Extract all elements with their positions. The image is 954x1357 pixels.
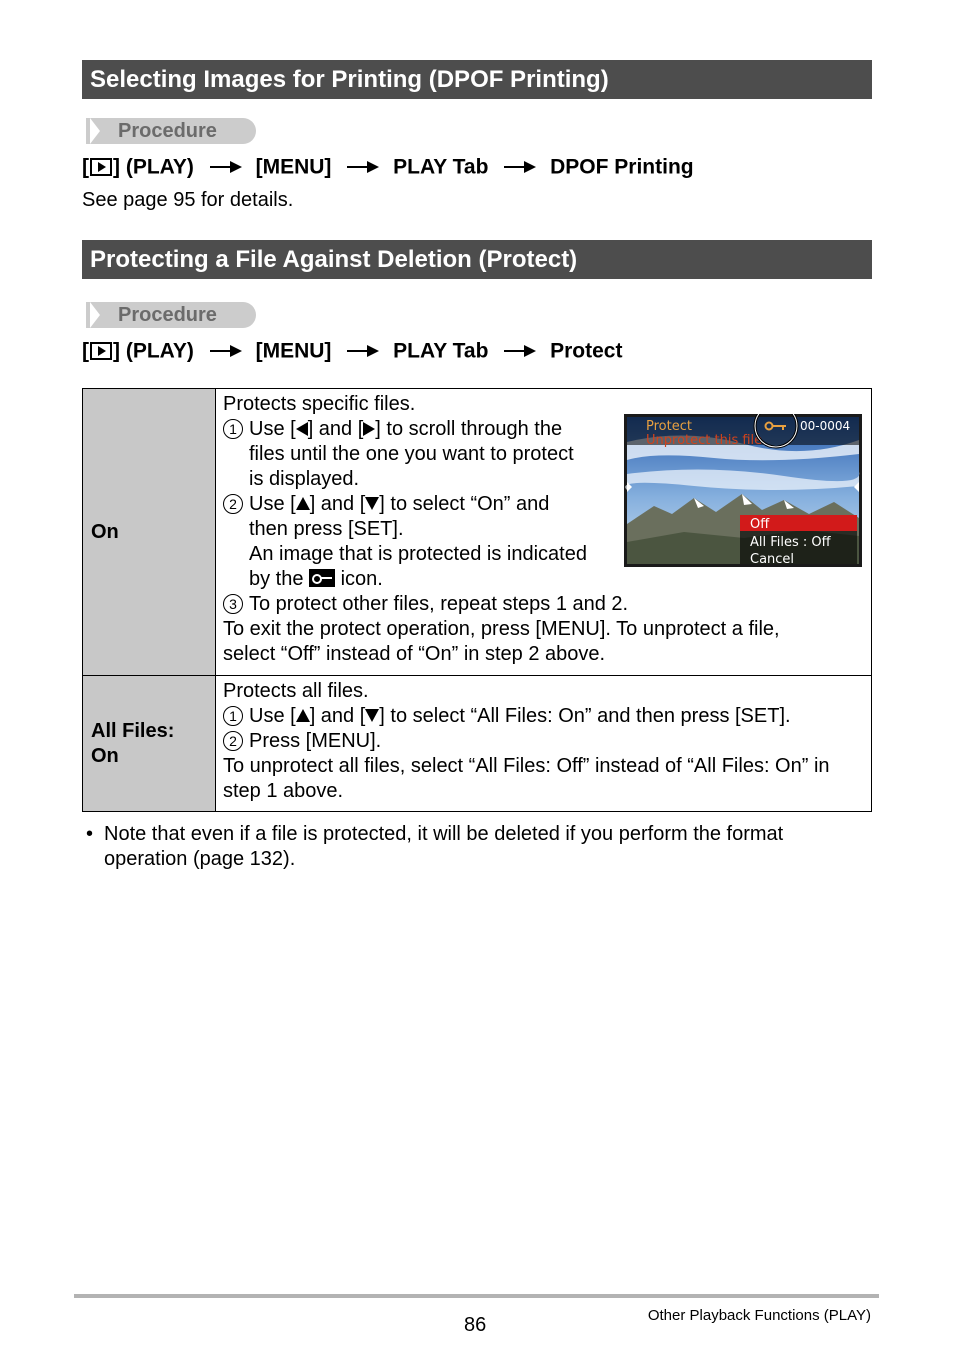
procedure-marker-arrow xyxy=(90,118,100,144)
camera-menu-item: Off xyxy=(750,517,770,532)
bracket-open: [ xyxy=(82,155,89,179)
step-text: ] and [ xyxy=(309,705,366,727)
procedure-text: Procedure xyxy=(118,304,217,326)
camera-counter: 00-0004 xyxy=(800,419,851,433)
path-menu: [MENU] xyxy=(255,155,332,179)
step-text: ] to select “On” and xyxy=(379,493,550,515)
footer-divider xyxy=(74,1294,879,1298)
path-tab: PLAY Tab xyxy=(393,339,489,363)
path-item: DPOF Printing xyxy=(550,155,694,179)
step-text: Use [ xyxy=(249,418,296,440)
note-text: Note that even if a file is protected, it will be deleted if you perform the format xyxy=(104,823,784,845)
bullet-mark: • xyxy=(86,823,94,845)
arrow-icon xyxy=(347,350,377,352)
down-arrow-icon xyxy=(365,709,379,722)
up-arrow-icon xyxy=(296,709,310,722)
step-text: ] to select “All Files: On” and then press [SET]. xyxy=(379,705,791,727)
camera-screen-image xyxy=(624,414,862,567)
step-2 xyxy=(223,729,863,754)
desc-outro: select “Off” instead of “On” in step 2 above. xyxy=(223,643,606,665)
note-bullet xyxy=(86,822,846,872)
arrow-icon xyxy=(210,166,240,168)
section-title-protect: Protecting a File Against Deletion (Protect) xyxy=(82,240,872,279)
camera-title: Protect xyxy=(646,419,692,434)
menu-path-dpof xyxy=(82,154,694,180)
step-text: ] and [ xyxy=(307,418,364,440)
desc-outro: To exit the protect operation, press [MENU]. To unprotect a file, xyxy=(223,618,780,640)
see-page-note: See page 95 for details. xyxy=(82,189,294,211)
camera-menu-item: Cancel xyxy=(750,552,795,567)
step-text: Press [MENU]. xyxy=(249,730,382,752)
procedure-text: Procedure xyxy=(118,120,217,142)
step-text: icon. xyxy=(340,568,383,590)
path-play: (PLAY) xyxy=(125,155,194,179)
right-arrow-icon xyxy=(363,422,375,436)
step-3 xyxy=(223,592,863,617)
procedure-marker-arrow xyxy=(90,302,100,328)
up-arrow-icon xyxy=(296,497,310,510)
arrow-icon xyxy=(347,166,377,168)
procedure-label xyxy=(82,118,256,144)
section-title-dpof: Selecting Images for Printing (DPOF Printing) xyxy=(82,60,872,99)
procedure-marker xyxy=(82,302,86,328)
protect-key-icon xyxy=(309,569,335,587)
desc-intro: Protects specific files. xyxy=(223,393,416,415)
arrow-icon xyxy=(504,166,534,168)
procedure-marker xyxy=(82,118,86,144)
path-item: Protect xyxy=(550,339,623,363)
left-arrow-icon xyxy=(296,422,308,436)
step-text: then press [SET]. xyxy=(249,518,404,540)
arrow-icon xyxy=(210,350,240,352)
step-text: ] and [ xyxy=(309,493,366,515)
bracket-close: ] xyxy=(113,339,120,363)
step-text: ] to scroll through the xyxy=(375,418,563,440)
camera-subtitle: Unprotect this file xyxy=(646,433,763,448)
step-number: 2 xyxy=(223,494,243,514)
step-text: Use [ xyxy=(249,705,296,727)
path-play: (PLAY) xyxy=(125,339,194,363)
step-text: To protect other files, repeat steps 1 and 2. xyxy=(249,593,629,615)
procedure-label xyxy=(82,302,256,328)
down-arrow-icon xyxy=(365,497,379,510)
step-text: files until the one you want to protect xyxy=(249,443,574,465)
step-number: 1 xyxy=(223,706,243,726)
step-number: 2 xyxy=(223,731,243,751)
step-number: 1 xyxy=(223,419,243,439)
arrow-icon xyxy=(504,350,534,352)
step-text: by the xyxy=(249,568,304,590)
camera-menu-item: All Files : Off xyxy=(750,535,831,550)
table-row xyxy=(83,676,872,812)
footer-chapter: Other Playback Functions (PLAY) xyxy=(647,1307,871,1324)
row-label-on: On xyxy=(83,389,216,676)
label-line: All Files: xyxy=(91,719,175,742)
bracket-open: [ xyxy=(82,339,89,363)
desc-outro: step 1 above. xyxy=(223,780,344,802)
path-menu: [MENU] xyxy=(255,339,332,363)
desc-outro: To unprotect all files, select “All Files: Off” instead of “All Files: On” in xyxy=(223,755,830,777)
row-label-all-files xyxy=(83,676,216,812)
step-text: is displayed. xyxy=(249,468,360,490)
menu-path-protect xyxy=(82,338,622,364)
step-text: Use [ xyxy=(249,493,296,515)
note-text: operation (page 132). xyxy=(104,848,296,870)
play-icon xyxy=(90,158,112,176)
play-icon xyxy=(90,342,112,360)
label-line: On xyxy=(91,744,119,767)
bracket-close: ] xyxy=(113,155,120,179)
step-number: 3 xyxy=(223,594,243,614)
row-description-all-files xyxy=(216,676,872,812)
desc-intro: Protects all files. xyxy=(223,680,369,702)
camera-protect-screen xyxy=(624,414,862,567)
step-text: An image that is protected is indicated xyxy=(249,543,587,565)
page-number: 86 xyxy=(464,1314,487,1336)
step-1 xyxy=(223,704,863,729)
path-tab: PLAY Tab xyxy=(393,155,489,179)
